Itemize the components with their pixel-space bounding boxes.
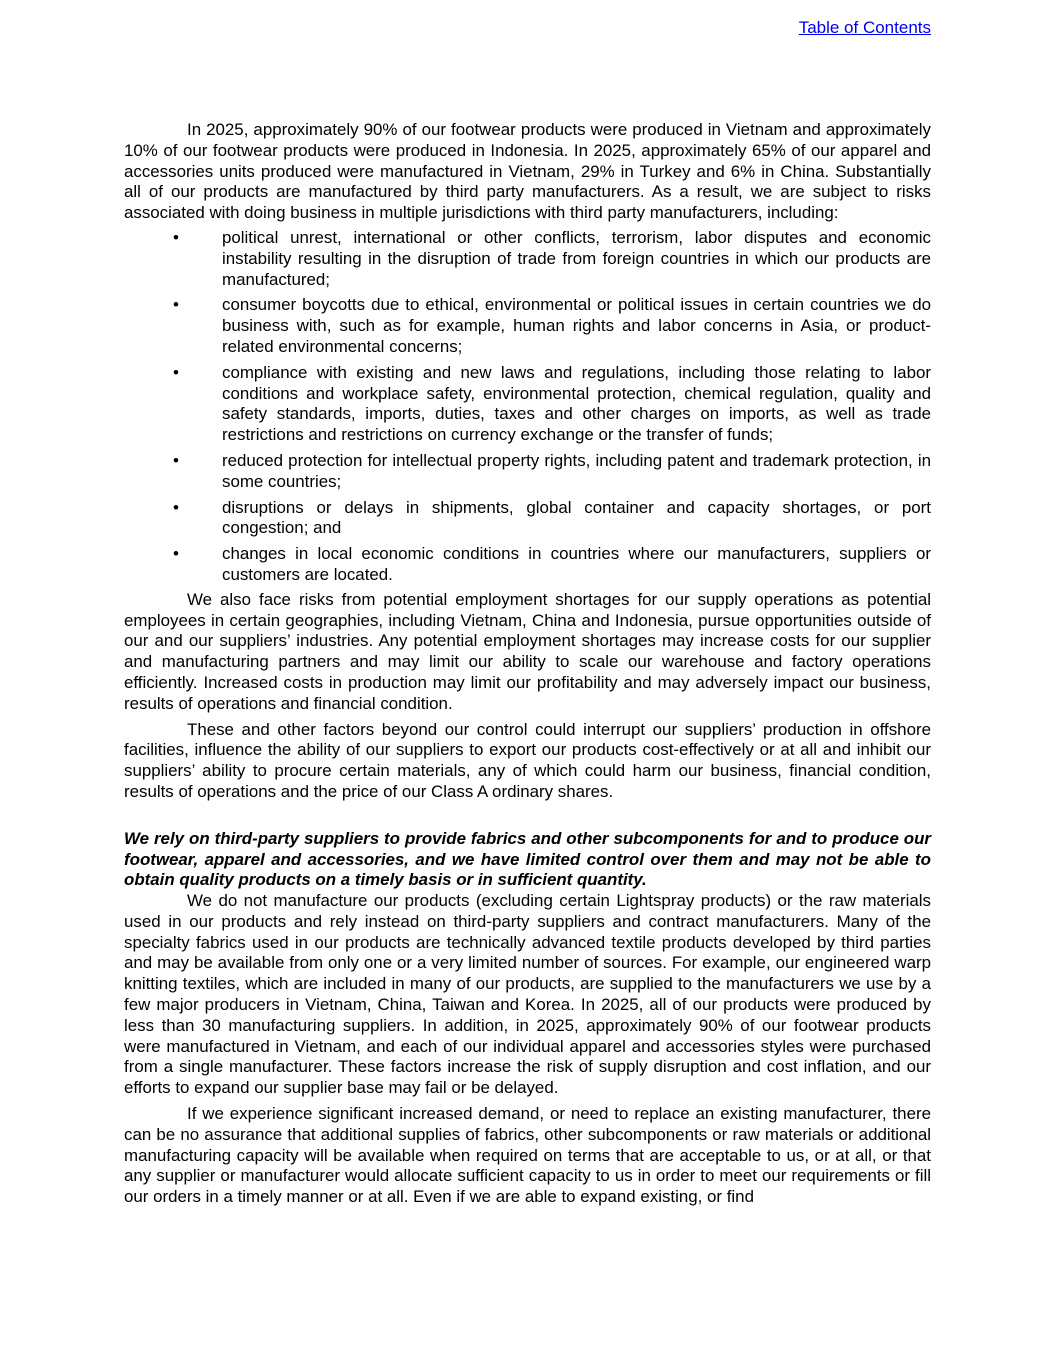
bullet-icon: • [173, 450, 179, 470]
risk-bullet-list [124, 228, 931, 586]
document-body [124, 120, 931, 1208]
manufacture-paragraph: We do not manufacture our products (excluding certain Lightspray products) or the raw materials used in our products and rely instead on third-party suppliers and contract manufacturers. Many of the specialty fabrics used in our products are technically advanced textile products developed by third parties and may be available from only one or a very limited number of sources. For example, our engineered warp knitting textiles, which are included in many of our products, are supplied to the manufacturers we use by a few major producers in Vietnam, China, Taiwan and Korea. In 2025, all of our products were produced by less than 30 manufacturing suppliers. In addition, in 2025, approximately 90% of our footwear products were manufactured in Vietnam, and each of our individual apparel and accessories styles were purchased from a single manufacturer. These factors increase the risk of supply disruption and cost inflation, and our efforts to expand our supplier base may fail or be delayed. [124, 891, 931, 1098]
bullet-icon: • [173, 544, 179, 564]
table-of-contents-link[interactable]: Table of Contents [798, 18, 931, 37]
list-item-text: consumer boycotts due to ethical, environmental or political issues in certain countries we do business with, such as for example, human rights and labor concerns in Asia, or product-related environmental concerns; [222, 295, 931, 356]
list-item-text: disruptions or delays in shipments, global container and capacity shortages, or port congestion; and [222, 497, 931, 538]
list-item [124, 228, 931, 290]
list-item [124, 544, 931, 586]
bullet-icon: • [173, 295, 179, 315]
list-item-text: compliance with existing and new laws and regulations, including those relating to labor conditions and workplace safety, environmental protection, chemical regulation, quality and safety standards, imports, duties, taxes and other charges on imports, as well as trade restrictions and restrictions on currency exchange or the transfer of funds; [222, 362, 931, 445]
employment-paragraph: We also face risks from potential employment shortages for our supply operations as potential employees in certain geographies, including Vietnam, China and Indonesia, pursue opportunities outside of our and our suppliers’ industries. Any potential employment shortages may increase costs for our supplier and manufacturing partners and may limit our ability to scale our warehouse and factory operations efficiently. Increased costs in production may limit our profitability and may adversely impact our business, results of operations and financial condition. [124, 589, 931, 713]
list-item-text: changes in local economic conditions in countries where our manufacturers, suppliers or customers are located. [222, 544, 931, 584]
demand-paragraph: If we experience significant increased demand, or need to replace an existing manufacturer, there can be no assurance that additional supplies of fabrics, other subcomponents or raw materials or additional manufacturing capacity will be available when required on terms that are acceptable to us, or at all, or that any supplier or manufacturer would allocate sufficient capacity to us in order to meet our requirements or fill our orders in a timely manner or at all. Even if we are able to expand existing, or find [124, 1104, 931, 1207]
bullet-icon: • [173, 497, 179, 517]
list-item [124, 295, 931, 357]
bullet-icon: • [173, 362, 179, 382]
list-item-text: political unrest, international or other conflicts, terrorism, labor disputes and economic instability resulting in the disruption of trade from foreign countries in which our products are manufactured; [222, 227, 931, 289]
risk-factor-heading: We rely on third-party suppliers to provide fabrics and other subcomponents for and to produce our footwear, apparel and accessories, and we have limited control over them and may not be able to obtain quality products on a timely basis or in sufficient quantity. [124, 828, 931, 890]
bullet-icon: • [173, 227, 179, 247]
list-item [124, 451, 931, 493]
list-item [124, 498, 931, 540]
intro-paragraph: In 2025, approximately 90% of our footwear products were produced in Vietnam and approximately 10% of our footwear products were produced in Indonesia. In 2025, approximately 65% of our apparel and accessories units produced were manufactured in Vietnam, 29% in Turkey and 6% in China. Substantially all of our products are manufactured by third party manufacturers. As a result, we are subject to risks associated with doing business in multiple jurisdictions with third party manufacturers, including: [124, 120, 931, 223]
list-item [124, 363, 931, 446]
other-factors-paragraph: These and other factors beyond our control could interrupt our suppliers’ production in offshore facilities, influence the ability of our suppliers to export our products cost-effectively or at all and inhibit our suppliers’ ability to procure certain materials, any of which could harm our business, financial condition, results of operations and the price of our Class A ordinary shares. [124, 719, 931, 801]
list-item-text: reduced protection for intellectual property rights, including patent and trademark protection, in some countries; [222, 450, 931, 491]
